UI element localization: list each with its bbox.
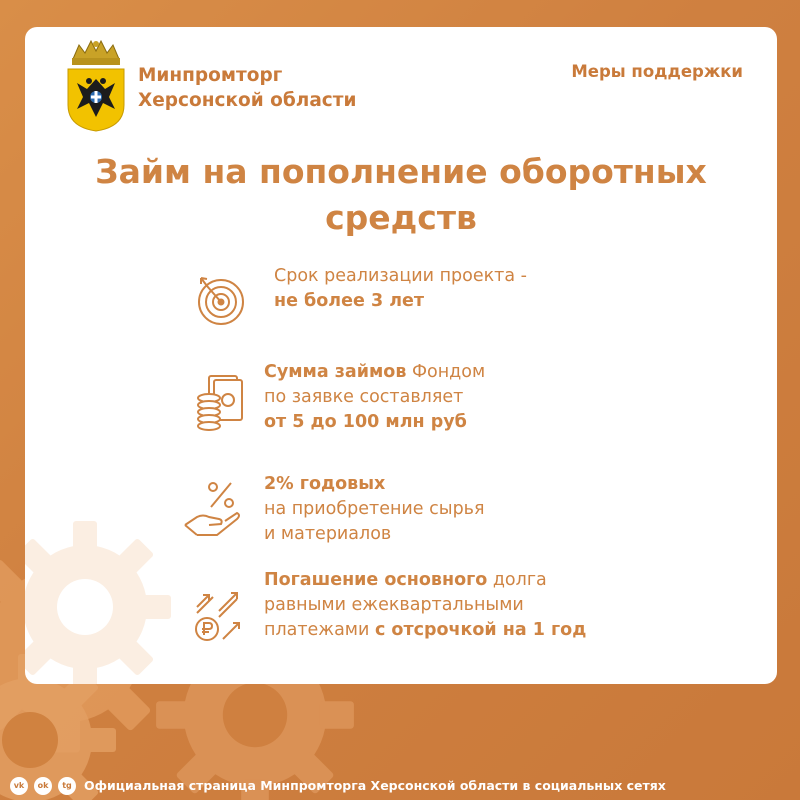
ministry-name (138, 63, 356, 113)
amount-label: Сумма займов (264, 362, 407, 382)
repayment-line1 (264, 568, 586, 593)
repayment-line3 (264, 618, 586, 643)
repayment-label: Погашение основного (264, 570, 488, 590)
target-icon (195, 272, 247, 328)
percent-hand-icon (183, 479, 247, 543)
rate-line3: и материалов (264, 524, 392, 544)
coat-of-arms-icon (65, 39, 127, 133)
term-line2 (274, 289, 527, 314)
page-title (25, 149, 777, 241)
section-label: Меры поддержки (571, 62, 743, 81)
amount-line2: по заявке составляет (264, 387, 464, 407)
rate-line1 (264, 472, 485, 497)
ministry-name-line2: Херсонской области (138, 90, 357, 111)
repayment-line3-start: платежами (264, 620, 375, 640)
ruble-arrows-icon (193, 587, 245, 643)
list-item-repayment (264, 568, 586, 643)
list-item-rate (264, 472, 485, 547)
list-item-amount (264, 360, 485, 435)
telegram-icon[interactable]: tg (58, 777, 76, 795)
footer (0, 777, 800, 797)
amount-line3 (264, 410, 485, 435)
ministry-name-line1: Минпромторг (138, 65, 283, 86)
vk-icon[interactable]: vk (10, 777, 28, 795)
coins-icon (195, 372, 245, 432)
amount-label-rest: Фондом (406, 362, 486, 382)
info-card (25, 27, 777, 684)
term-value: не более 3 лет (274, 291, 425, 311)
repayment-line2: равными ежеквартальными (264, 595, 524, 615)
repayment-deferral: с отсрочкой на 1 год (374, 620, 587, 640)
footer-text: Официальная страница Минпромторга Херсонской области в социальных сетях (84, 778, 666, 793)
page-title-line1: Займ на пополнение оборотных (95, 152, 707, 191)
rate-line2: на приобретение сырья (264, 499, 485, 519)
list-item-term (274, 264, 527, 314)
amount-line1 (264, 360, 485, 385)
rate-value: 2% годовых (264, 474, 386, 494)
repayment-label-rest: долга (487, 570, 547, 590)
page-title-line2: средств (325, 198, 477, 237)
gear-watermark (25, 507, 185, 684)
amount-value: от 5 до 100 млн руб (264, 412, 467, 432)
term-line1: Срок реализации проекта - (274, 266, 527, 286)
odnoklassniki-icon[interactable]: ok (34, 777, 52, 795)
